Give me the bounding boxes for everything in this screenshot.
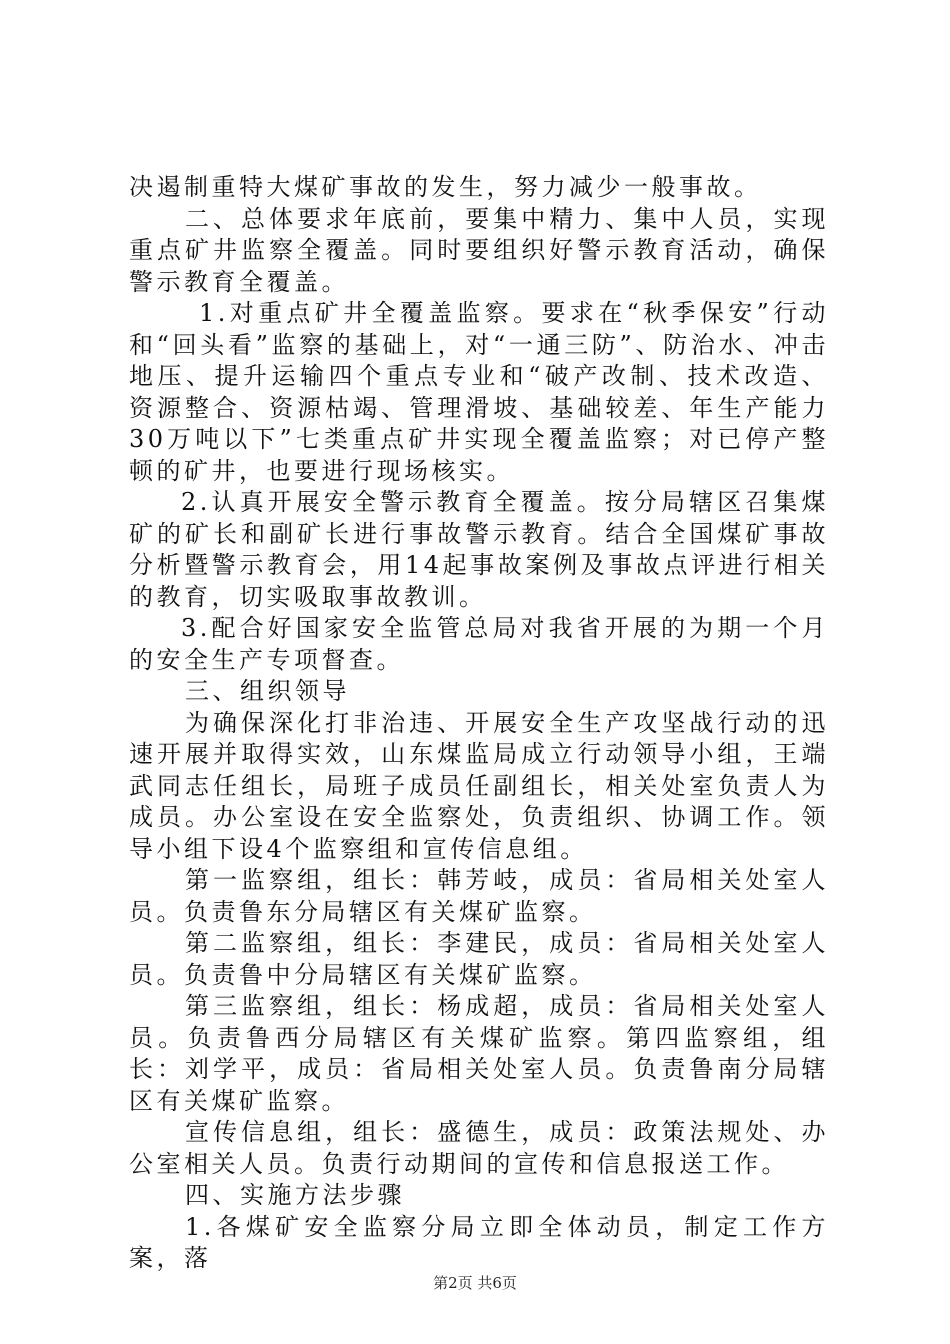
paragraph-publicity-group: 宣传信息组，组长：盛德生，成员：政策法规处、办公室相关人员。负责行动期间的宣传和信息报送工作。 [129, 1118, 829, 1178]
page-number-footer: 第2页 共6页 [433, 1274, 517, 1292]
document-body [129, 172, 829, 1275]
list-item-3: 3.配合好国家安全监管总局对我省开展的为期一个月的安全生产专项督查。 [129, 614, 829, 674]
paragraph-continuation: 决遏制重特大煤矿事故的发生，努力减少一般事故。 [129, 173, 762, 201]
list-item-implementation-1: 1.各煤矿安全监察分局立即全体动员，制定工作方案，落 [129, 1212, 829, 1272]
list-item-1: 1.对重点矿井全覆盖监察。要求在“秋季保安”行动和“回头看”监察的基础上，对“一通三防”、防治水、冲击地压、提升运输四个重点专业和“破产改制、技术改造、资源整合、资源枯竭、管理滑坡、基础较差、年生产能力30万吨以下”七类重点矿井实现全覆盖监察；对已停产整顿的矿井，也要进行现场核实。 [129, 299, 829, 485]
section-heading-organization: 三、组织领导 [185, 677, 350, 705]
paragraph-group-3-4: 第三监察组，组长：杨成超，成员：省局相关处室人员。负责鲁西分局辖区有关煤矿监察。第四监察组，组长：刘学平，成员：省局相关处室人员。负责鲁南分局辖区有关煤矿监察。 [129, 992, 829, 1115]
paragraph-group-1: 第一监察组，组长：韩芳岐，成员：省局相关处室人员。负责鲁东分局辖区有关煤矿监察。 [129, 866, 829, 926]
paragraph-group-2: 第二监察组，组长：李建民，成员：省局相关处室人员。负责鲁中分局辖区有关煤矿监察。 [129, 929, 829, 989]
section-heading-implementation: 四、实施方法步骤 [185, 1181, 405, 1209]
section-heading-general-requirements: 二、总体要求年底前，要集中精力、集中人员，实现重点矿井监察全覆盖。同时要组织好警示教育活动，确保警示教育全覆盖。 [129, 204, 829, 296]
paragraph-organization: 为确保深化打非治违、开展安全生产攻坚战行动的迅速开展并取得实效，山东煤监局成立行动领导小组，王端武同志任组长，局班子成员任副组长，相关处室负责人为成员。办公室设在安全监察处，负责组织、协调工作。领导小组下设4个监察组和宣传信息组。 [129, 708, 829, 863]
list-item-2: 2.认真开展安全警示教育全覆盖。按分局辖区召集煤矿的矿长和副矿长进行事故警示教育。结合全国煤矿事故分析暨警示教育会，用14起事故案例及事故点评进行相关的教育，切实吸取事故教训。 [129, 488, 829, 611]
